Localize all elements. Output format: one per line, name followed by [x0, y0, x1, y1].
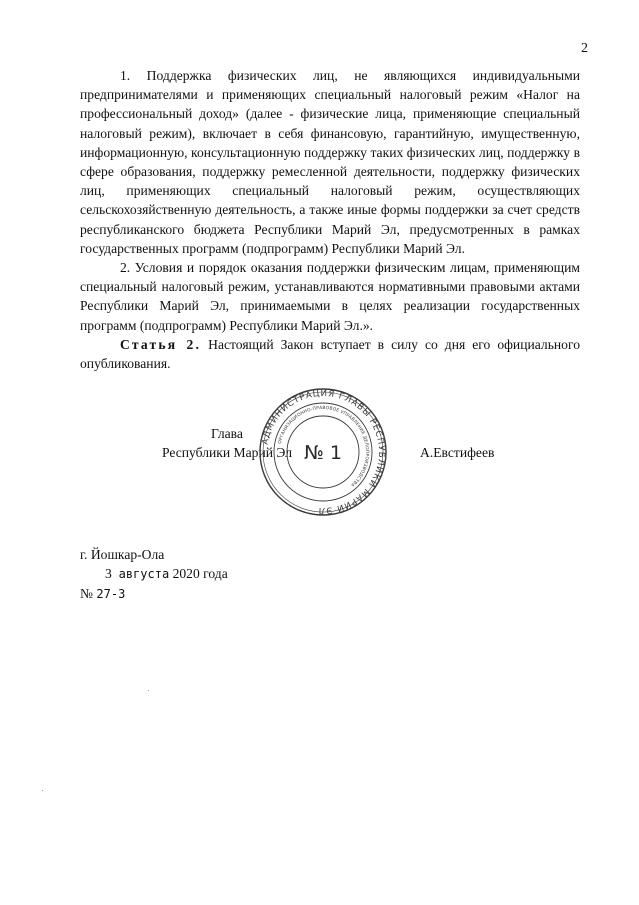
law-number [80, 584, 228, 604]
signatory-name: А.Евстифеев [420, 445, 495, 460]
date-year: 2020 года [172, 566, 228, 582]
official-stamp [258, 387, 388, 517]
paragraph-support: 1. Поддержка физических лиц, не являющихся индивидуальными предпринимателями и применяющих специальный налоговый режим «Налог на профессиональный доход» (далее - физические лица, применяющие специальный налоговый режим), включает в себя финансовую, гарантийную, имущественную, информационную, консультационную поддержку таких физических лиц, поддержку в сфере образования, поддержку ремесленной деятельности, поддержку физических лиц, применяющих специальный налоговый режим, осуществляющих сельскохозяйственную деятельность, а также иные формы поддержки за счет средств республиканского бюджета Республики Марий Эл, предусмотренных в рамках государственных программ (подпрограмм) Республики Марий Эл. [80, 68, 580, 256]
date-month: августа [118, 567, 170, 582]
law-number-prefix: № [80, 586, 93, 602]
scan-speck [42, 790, 43, 791]
signatory-title-line2: Республики Марий Эл [161, 445, 293, 461]
stamp-inner-text: ОРГАНИЗАЦИОННО-ПРАВОВОЕ УПРАВЛЕНИЕ ДЕЛОПРОИЗВОДСТВА [277, 405, 370, 488]
law-number-value: 27-З [96, 587, 126, 602]
date-day: 3 [105, 566, 112, 582]
paragraph-conditions: 2. Условия и порядок оказания поддержки физическим лицам, применяющим специальный налоговый режим, устанавливаются нормативными правовыми актами Республики Марий Эл, принимаемыми в целях реализации государственных программ (подпрограмм) Республики Марий Эл.». [80, 260, 580, 333]
document-footer [80, 545, 228, 605]
city: г. Йошкар-Ола [80, 547, 165, 562]
signatory-title-line1: Глава [211, 426, 243, 441]
stamp-outer-text: АДМИНИСТРАЦИЯ ГЛАВЫ РЕСПУБЛИКИ МАРИЙ ЭЛ [260, 388, 387, 516]
document-body [80, 66, 580, 373]
signing-date [80, 564, 228, 584]
article-label: Статья 2. [120, 336, 202, 352]
stamp-number: № 1 [304, 442, 342, 464]
page-number: 2 [581, 41, 588, 56]
scan-speck [148, 690, 149, 691]
article-text: Настоящий Закон вступает в силу со дня его официального опубликования. [80, 336, 580, 372]
paragraph-article-2 [80, 335, 580, 373]
